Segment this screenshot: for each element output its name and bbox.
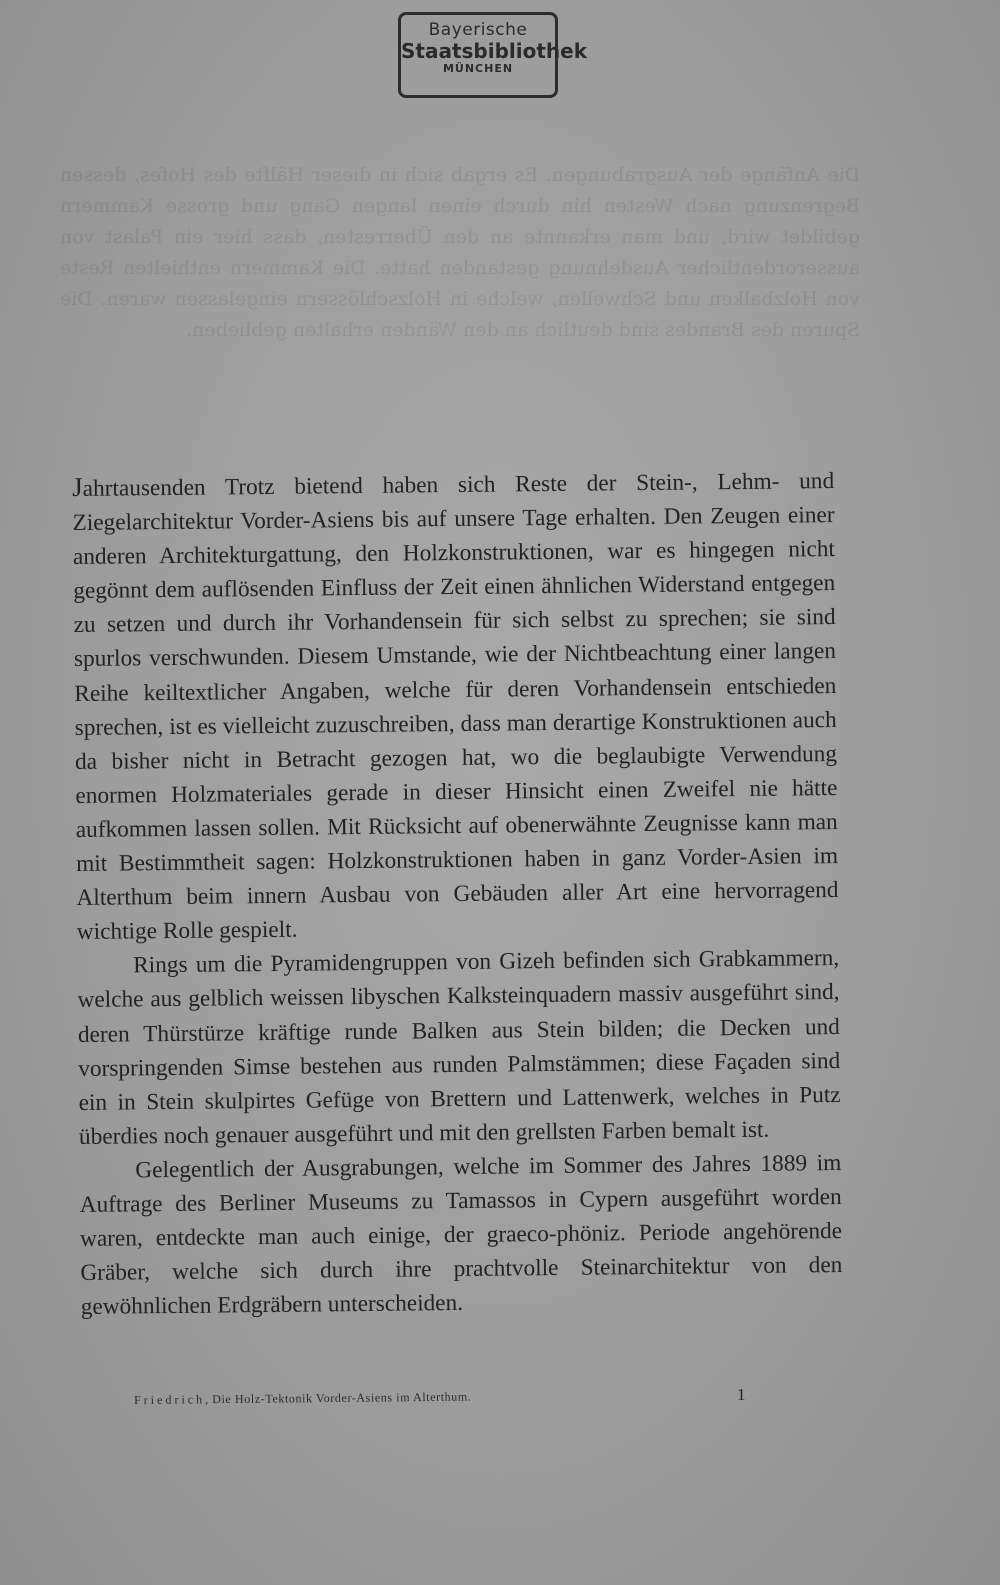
paragraph-3: Gelegentlich der Ausgrabungen, welche im Sommer des Jahres 1889 im Auftrage des Berliner Museums zu Tamassos in Cypern ausgeführt worden waren, entdeckte man auch einige, der graeco-phöniz. Periode angehörende Gräber, welche sich durch ihre prachtvolle Steinarchitektur von den gewöhnlichen Erdgräbern unterscheiden. — [79, 1149, 843, 1321]
library-stamp — [398, 12, 588, 98]
footer-author: Friedrich — [134, 1392, 206, 1407]
paragraph-2: Rings um die Pyramidengruppen von Gizeh befinden sich Grabkammern, welche aus gelblich weissen libyschen Kalksteinquadern massiv ausgeführt sind, deren Thürstürze kräftige runde Balken aus Stein bilden; die Decken und vorspringenden Simse bestehen aus runden Palmstämmen; diese Façaden sind ein in Stein skulpirtes Gefüge von Brettern und Lattenwerk, welches in Putz überdies noch genauer ausgeführt und mit den grellsten Farben bemalt ist. — [77, 945, 841, 1150]
footnote-signature — [134, 1386, 774, 1408]
paragraph-1-text: ahrtausenden Trotz bietend haben sich Reste der Stein-, Lehm- und Ziegelarchitektur Vorder-Asiens bis auf unsere Tage erhalten. Den Zeugen einer anderen Architekturgattung, den Holzkonstruktionen, war es hingegen nicht gegönnt dem auflösenden Einfluss der Zeit einen ähnlichen Widerstand entgegen zu setzen und durch ihr Vorhandensein für sich selbst zu sprechen; sie sind spurlos verschwunden. Diesem Umstande, wie der Nichtbeachtung einer langen Reihe keiltextlicher Angaben, welche für deren Vorhandensein entschieden sprechen, ist es vielleicht zuzuschreiben, dass man derartige Konstruktionen auch da bisher nicht in Betracht gezogen hat, wo die beglaubigte Verwendung enormen Holzmateriales gerade in dieser Hinsicht einen Zweifel nie hätte aufkommen lassen sollen. Mit Rücksicht auf obenerwähnte Zeugnisse kann man mit Bestimmtheit sagen: Holzkonstruktionen haben in ganz Vorder-Asien im Alterthum beim innern Ausbau von Gebäuden aller Art eine hervorragend wichtige Rolle gespielt. — [72, 468, 839, 946]
footer-title: , Die Holz-Tektonik Vorder-Asiens im Alterthum. — [204, 1389, 472, 1407]
stamp-line-2: Staatsbibliothek — [401, 38, 588, 63]
page-number: 1 — [737, 1385, 746, 1404]
stamp-line-1: Bayerische — [428, 20, 528, 40]
initial-letter: J — [72, 471, 83, 502]
paragraph-1 — [72, 462, 839, 949]
stamp-line-3: MÜNCHEN — [442, 61, 514, 75]
body-text — [72, 462, 843, 1324]
bleed-through-text: Die Anfänge der Ausgrabungen. Es ergab sich in dieser Hälfte des Hofes, dessen Begrenzung nach Westen hin durch einen langen Gang und grosse Kammern gebildet wird, und man erkannte an den Überresten, dass hier ein Palast von ausserordentlicher Ausdehnung gestanden hatte. Die Kammern enthielten Reste von Holzbalken und Schwellen, welche in Holzschlössern eingelassen waren. Die Spuren des Brandes sind deutlich an den Wänden erhalten geblieben. — [60, 164, 860, 341]
